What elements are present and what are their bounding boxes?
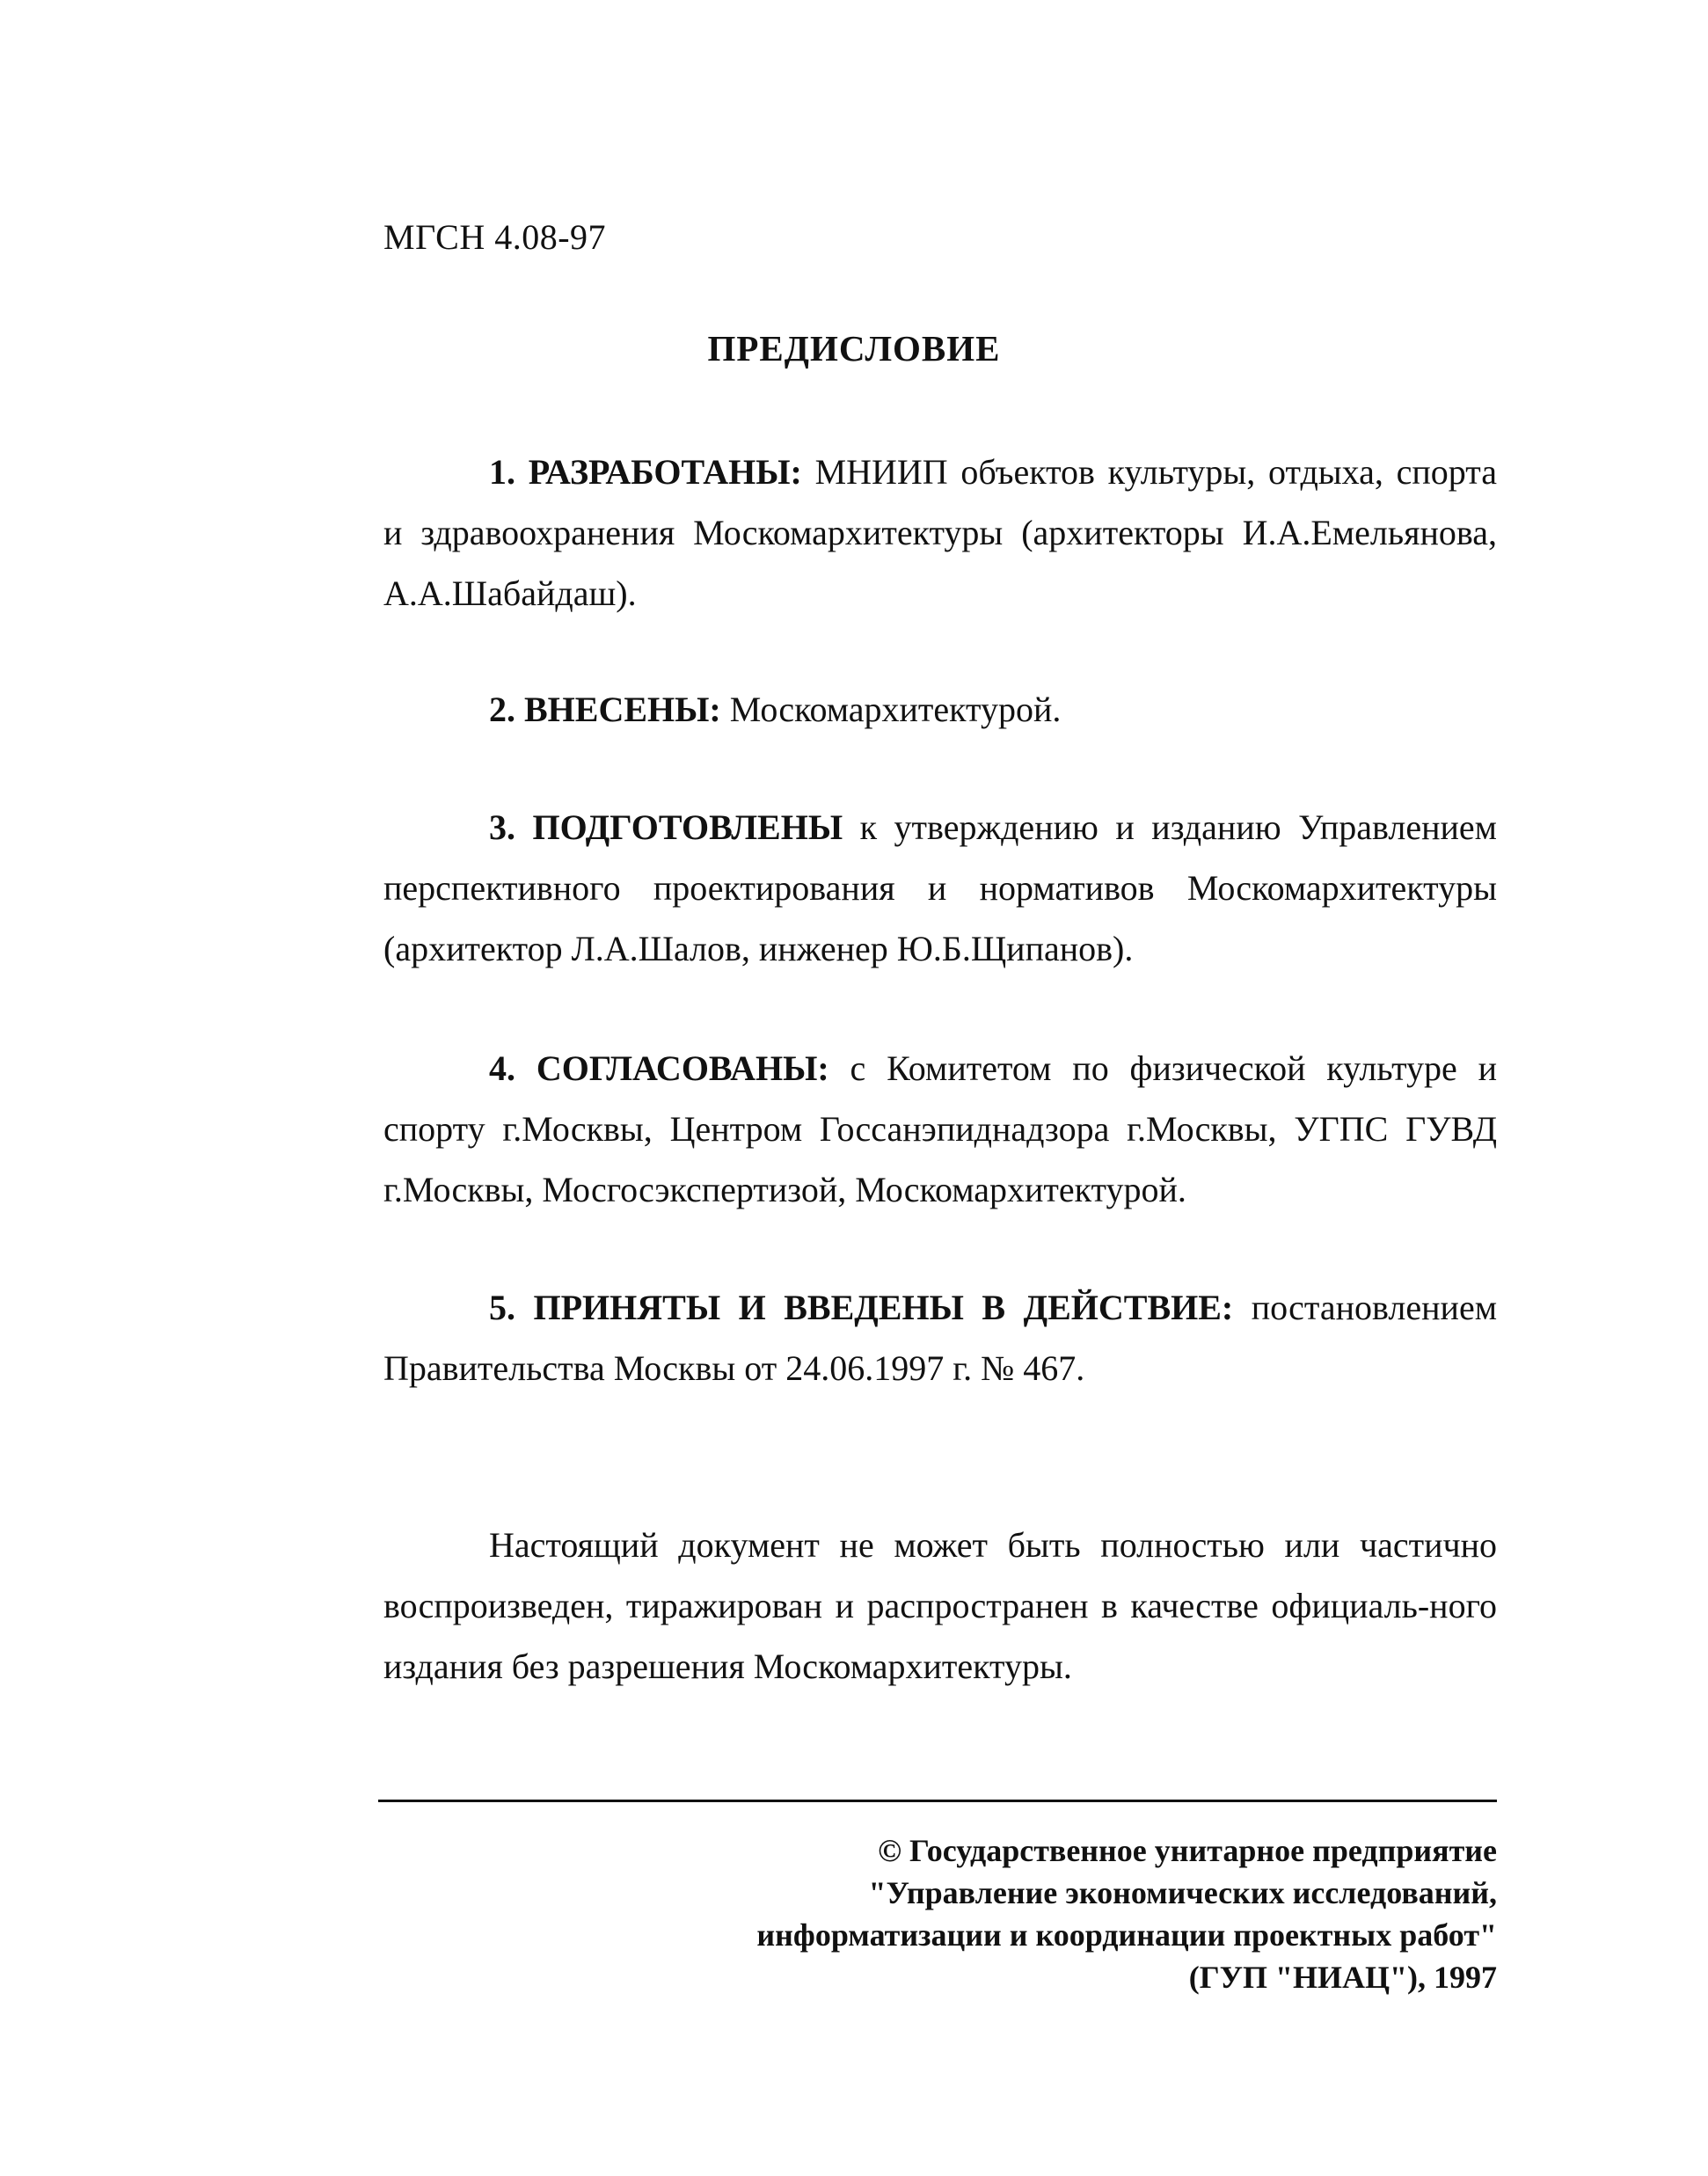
- notice-text: Настоящий документ не может быть полностью или частично воспроизведен, тиражирован и распространен в качестве официаль-ного издания без разрешения Москомархитектуры.: [383, 1525, 1497, 1686]
- page-title: ПРЕДИСЛОВИЕ: [707, 328, 1001, 369]
- item-label: 1. РАЗРАБОТАНЫ:: [489, 452, 802, 492]
- copyright-block: [756, 1829, 1497, 1998]
- item-text: с Комитетом по физической культуре и спорту г.Москвы, Центром Госсанэпиднадзора г.Москвы, УГПС ГУВД г.Москвы, Мосгосэкспертизой, Москомархитектурой.: [383, 1048, 1498, 1209]
- preface-item-5: [383, 1277, 1497, 1398]
- item-text: постановлением Правительства Москвы от 24.06.1997 г. № 467.: [383, 1288, 1498, 1388]
- item-label: 2. ВНЕСЕНЫ:: [489, 690, 721, 729]
- divider-line: [378, 1800, 1497, 1802]
- preface-item-1: [383, 442, 1497, 624]
- copyright-line-4: (ГУП "НИАЦ"), 1997: [1188, 1960, 1497, 1995]
- preface-item-3: [383, 797, 1497, 979]
- item-label: 4. СОГЛАСОВАНЫ:: [489, 1048, 829, 1088]
- copyright-line-2: "Управление экономических исследований,: [868, 1875, 1497, 1910]
- preface-item-2: [383, 679, 1497, 740]
- item-text: к утверждению и изданию Управлением перспективного проектирования и нормативов Москомархитектуры (архитектор Л.А.Шалов, инженер Ю.Б.Щипанов).: [383, 807, 1497, 968]
- copyright-line-1: © Государственное унитарное предприятие: [878, 1833, 1497, 1868]
- reproduction-notice: [383, 1515, 1497, 1697]
- copyright-line-3: информатизации и координации проектных работ": [756, 1917, 1497, 1953]
- document-code: МГСН 4.08-97: [383, 217, 607, 257]
- preface-item-4: [383, 1038, 1497, 1220]
- item-label: 5. ПРИНЯТЫ И ВВЕДЕНЫ В ДЕЙСТВИЕ:: [489, 1288, 1234, 1327]
- item-label: 3. ПОДГОТОВЛЕНЫ: [489, 807, 843, 847]
- item-text: МНИИП объектов культуры, отдыха, спорта и здравоохранения Москомархитектуры (архитекторы И.А.Емельянова, А.А.Шабайдаш).: [383, 452, 1497, 613]
- item-text: Москомархитектурой.: [729, 690, 1062, 729]
